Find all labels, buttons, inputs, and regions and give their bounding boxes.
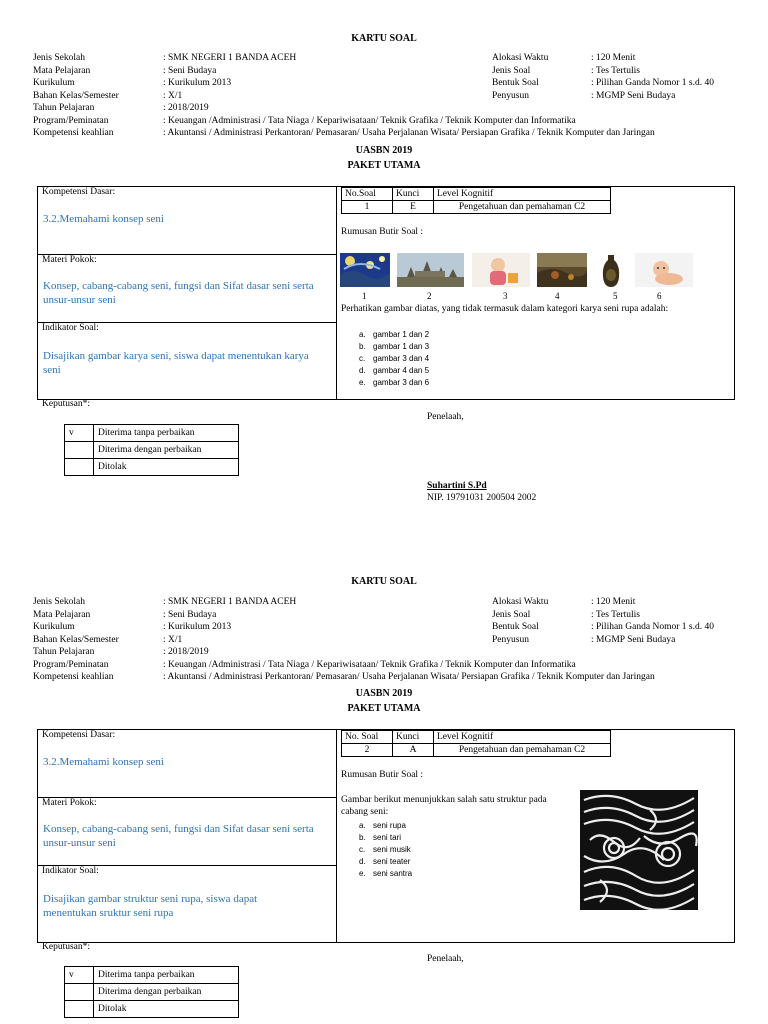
kd-label: Kompetensi Dasar: — [42, 187, 116, 197]
header-right-fields — [492, 596, 752, 646]
field-label: Program/Peminatan — [33, 659, 109, 670]
field-value: : Seni Budaya — [163, 609, 217, 620]
key-header: Kunci — [393, 731, 434, 744]
option-letter: e. — [359, 378, 366, 387]
field-label: Jenis Soal — [492, 609, 531, 620]
question-text: Gambar berikut menunjukkan salah satu struktur pada cabang seni: — [341, 795, 547, 817]
question-number: 1 — [342, 201, 393, 214]
image-number: 4 — [555, 291, 560, 301]
exam-title: UASBN 2019 — [355, 688, 413, 699]
option-letter: e. — [359, 869, 366, 878]
image-number: 3 — [503, 291, 508, 301]
option-c — [359, 844, 412, 856]
kd-label: Kompetensi Dasar: — [42, 730, 116, 740]
signer-name: Suhartini S.Pd — [427, 481, 487, 491]
key-header: Level Kognitif — [434, 188, 611, 201]
answer-key: E — [393, 201, 434, 214]
field-label: Jenis Soal — [492, 65, 531, 76]
option-text: gambar 4 dan 5 — [373, 366, 430, 375]
question-text: Perhatikan gambar diatas, yang tidak termasuk dalam kategori karya seni rupa adalah: — [341, 304, 669, 314]
option-text: gambar 3 dan 6 — [373, 378, 430, 387]
option-letter: a. — [359, 821, 366, 830]
penelaah-label: Penelaah, — [427, 954, 464, 964]
decision-text: Ditolak — [94, 459, 239, 476]
field-value: : Pilihan Ganda Nomor 1 s.d. 40 — [591, 622, 714, 632]
card-title: KARTU SOAL — [351, 33, 417, 44]
field-value: : Kurikulum 2013 — [163, 78, 232, 88]
key-header: No. Soal — [342, 731, 393, 744]
field-label: Kurikulum — [33, 78, 75, 88]
option-text: seni tari — [373, 833, 402, 842]
signer-nip: NIP. 19791031 200504 2002 — [427, 493, 537, 503]
field-value: : X/1 — [163, 90, 183, 101]
card-title: KARTU SOAL — [351, 576, 417, 587]
decision-text: Diterima dengan perbaikan — [94, 442, 239, 459]
package-title: PAKET UTAMA — [347, 703, 421, 714]
field-value: : Pilihan Ganda Nomor 1 s.d. 40 — [591, 78, 714, 88]
materi-value: Konsep, cabang-cabang seni, fungsi dan Sifat dasar seni serta unsur-unsur seni — [43, 280, 314, 306]
option-letter: a. — [359, 330, 366, 339]
key-header: Level Kognitif — [434, 731, 611, 744]
answer-key-table — [341, 730, 611, 757]
option-text: gambar 1 dan 2 — [373, 330, 430, 339]
field-label: Mata Pelajaran — [33, 609, 91, 620]
field-value: : Kurikulum 2013 — [163, 622, 232, 632]
field-label: Penyusun — [492, 90, 529, 101]
option-e — [359, 868, 412, 880]
option-letter: c. — [359, 354, 366, 363]
question-number: 2 — [342, 744, 393, 757]
materi-pokok-section — [38, 797, 336, 866]
exam-title: UASBN 2019 — [355, 145, 413, 156]
option-letter: d. — [359, 366, 366, 375]
field-label: Alokasi Waktu — [492, 597, 549, 607]
answer-key: A — [393, 744, 434, 757]
field-label: Program/Peminatan — [33, 115, 109, 126]
field-label: Bentuk Soal — [492, 622, 539, 632]
field-label: Kurikulum — [33, 622, 75, 632]
rumusan-label: Rumusan Butir Soal : — [341, 770, 424, 780]
option-b — [359, 832, 412, 844]
option-letter: b. — [359, 342, 366, 351]
option-text: gambar 3 dan 4 — [373, 354, 430, 363]
decision-text: Diterima tanpa perbaikan — [94, 425, 239, 442]
right-column — [337, 730, 734, 942]
materi-value: Konsep, cabang-cabang seni, fungsi dan Sifat dasar seni serta unsur-unsur seni — [43, 823, 314, 849]
left-column — [38, 730, 337, 942]
field-value: : Akuntansi / Administrasi Perkantoran/ Pemasaran/ Usaha Perjalanan Wisata/ Persiapan Grafika / Teknik Komputer dan Jaringan — [163, 128, 655, 138]
image-number: 6 — [657, 291, 662, 301]
materi-label: Materi Pokok: — [42, 798, 97, 808]
decision-mark: v — [65, 425, 94, 442]
image-number: 5 — [613, 291, 618, 301]
field-label: Jenis Sekolah — [33, 597, 85, 607]
decision-text: Diterima dengan perbaikan — [94, 984, 239, 1001]
field-label: Alokasi Waktu — [492, 53, 549, 63]
key-header: Kunci — [393, 188, 434, 201]
field-value: : Akuntansi / Administrasi Perkantoran/ Pemasaran/ Usaha Perjalanan Wisata/ Persiapan Grafika / Teknik Komputer dan Jaringan — [163, 672, 655, 682]
option-letter: c. — [359, 845, 366, 854]
field-label: Bentuk Soal — [492, 78, 539, 88]
decision-text: Diterima tanpa perbaikan — [94, 967, 239, 984]
kd-value: 3.2.Memahami konsep seni — [43, 756, 164, 768]
penelaah-label: Penelaah, — [427, 412, 464, 422]
answer-options — [359, 820, 412, 880]
indikator-label: Indikator Soal: — [42, 866, 99, 876]
kompetensi-dasar-section — [38, 730, 336, 797]
indikator-section — [38, 865, 336, 943]
field-value: : 2018/2019 — [163, 647, 209, 657]
kd-value: 3.2.Memahami konsep seni — [43, 213, 164, 225]
cognitive-level: Pengetahuan dan pemahaman C2 — [434, 201, 611, 214]
option-text: seni musik — [373, 845, 411, 854]
option-text: seni santra — [373, 869, 413, 878]
field-value: : 120 Menit — [591, 597, 636, 607]
field-value: : MGMP Seni Budaya — [591, 634, 676, 645]
decision-row — [65, 1001, 239, 1018]
field-label: Bahan Kelas/Semester — [33, 634, 119, 645]
field-value: : Keuangan /Administrasi / Tata Niaga / Kepariwisataan/ Teknik Grafika / Teknik Komputer dan Informatika — [163, 115, 576, 126]
decision-mark: v — [65, 967, 94, 984]
decision-mark — [65, 984, 94, 1001]
option-a — [359, 820, 412, 832]
option-d — [359, 856, 412, 868]
materi-label: Materi Pokok: — [42, 255, 97, 265]
field-value: : 2018/2019 — [163, 103, 209, 113]
field-label: Kompetensi keahlian — [33, 128, 114, 138]
image-number: 2 — [427, 291, 432, 301]
option-letter: b. — [359, 833, 366, 842]
field-value: : Tes Tertulis — [591, 609, 640, 620]
option-text: seni rupa — [373, 821, 406, 830]
key-header: No.Soal — [342, 188, 393, 201]
image-number: 1 — [362, 291, 367, 301]
field-value: : SMK NEGERI 1 BANDA ACEH — [163, 597, 297, 607]
field-label: Penyusun — [492, 634, 529, 645]
field-value: : Seni Budaya — [163, 65, 217, 76]
field-label: Bahan Kelas/Semester — [33, 90, 119, 101]
decision-row — [65, 967, 239, 984]
keputusan-label: Keputusan*: — [42, 399, 91, 409]
field-value: : MGMP Seni Budaya — [591, 90, 676, 101]
field-label: Tahun Pelajaran — [33, 647, 95, 657]
field-value: : Keuangan /Administrasi / Tata Niaga / Kepariwisataan/ Teknik Grafika / Teknik Komputer dan Informatika — [163, 659, 576, 670]
option-text: gambar 1 dan 3 — [373, 342, 430, 351]
field-label: Tahun Pelajaran — [33, 103, 95, 113]
option-text: seni teater — [373, 857, 411, 866]
decision-mark — [65, 1001, 94, 1018]
indikator-value: Disajikan gambar karya seni, siswa dapat menentukan karya seni — [43, 350, 309, 376]
decision-row — [65, 984, 239, 1001]
indikator-label: Indikator Soal: — [42, 323, 99, 333]
field-value: : SMK NEGERI 1 BANDA ACEH — [163, 53, 297, 63]
decision-table — [64, 966, 239, 1018]
field-value: : X/1 — [163, 634, 183, 645]
keputusan-label: Keputusan*: — [42, 942, 91, 952]
field-label: Jenis Sekolah — [33, 53, 85, 63]
decision-text: Ditolak — [94, 1001, 239, 1018]
field-value: : 120 Menit — [591, 53, 636, 63]
option-letter: d. — [359, 857, 366, 866]
field-value: : Tes Tertulis — [591, 65, 640, 76]
question-table — [37, 729, 735, 943]
op-art-image — [580, 790, 698, 910]
indikator-value: Disajikan gambar struktur seni rupa, siswa dapat menentukan sruktur seni rupa — [43, 893, 258, 919]
field-label: Kompetensi keahlian — [33, 672, 114, 682]
rumusan-label: Rumusan Butir Soal : — [341, 227, 424, 237]
field-label: Mata Pelajaran — [33, 65, 91, 76]
package-title: PAKET UTAMA — [347, 160, 421, 171]
cognitive-level: Pengetahuan dan pemahaman C2 — [434, 744, 611, 757]
